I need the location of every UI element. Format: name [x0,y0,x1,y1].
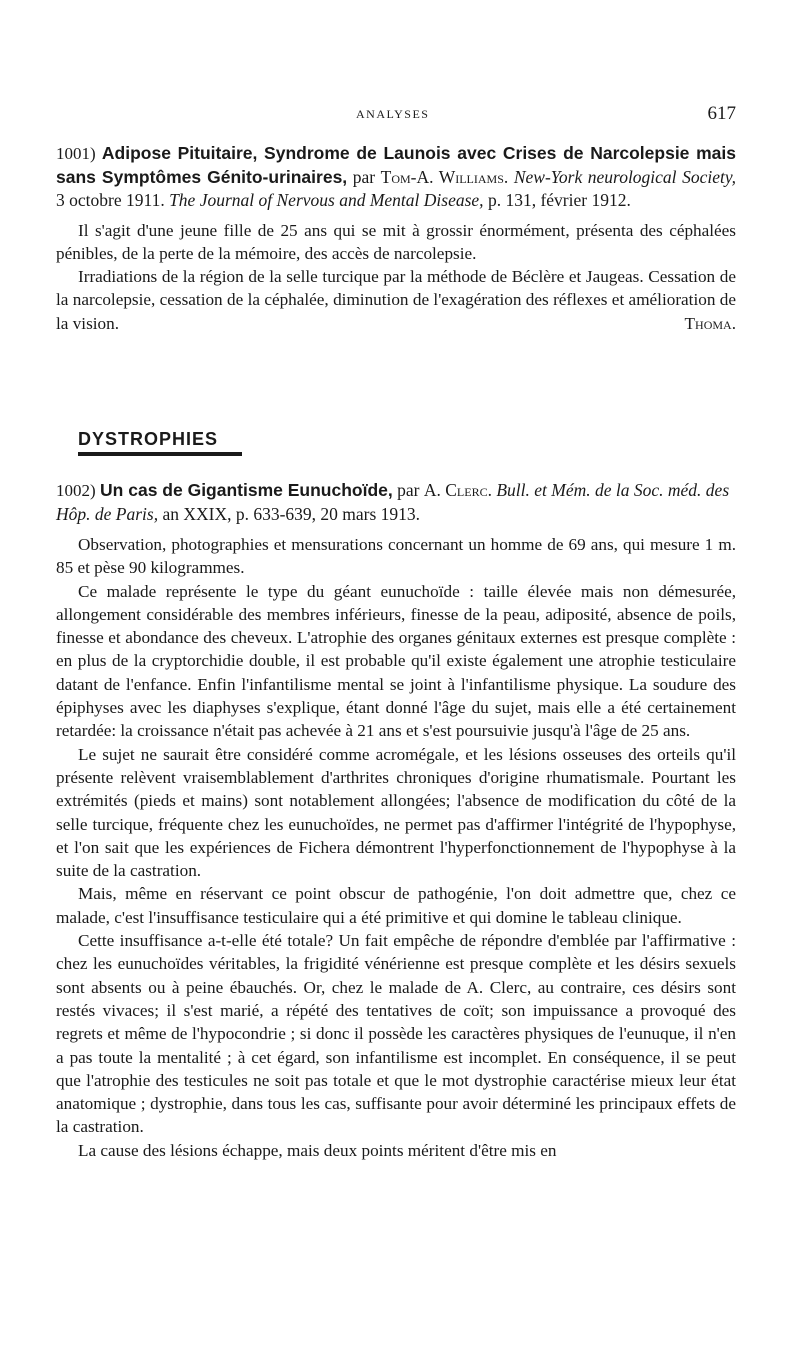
paragraph-text: Irradiations de la région de la selle turcique par la méthode de Béclère et Jaugeas. Cessation de la narcolepsie, cessation de la céphalée, diminution de l'exagération des réflexes et amélioration de la vision. [56,267,736,333]
abstract-1002-paragraph-2: Ce malade représente le type du géant eunuchoïde : taille élevée mais non démesurée, allongement considérable des membres inférieurs, finesse de la peau, adiposité, absence de poils, finesse et abondance des cheveux. L'atrophie des organes génitaux externes est presque complète : en plus de la cryptorchidie double, il est probable qu'il existe également une atrophie testiculaire datant de l'enfance. Enfin l'infantilisme mental se joint à l'infantilisme physique. La soudure des épiphyses avec les diaphyses s'explique, étant donné l'âge du sujet, mais elle a été certainement retardée: la croissance n'était pas achevée à 21 ans et s'est poursuivie jusqu'à l'âge de 25 ans. [56,581,736,741]
abstract-date: 3 octobre 1911. [56,190,165,210]
running-head-title: ANALYSES [356,107,430,121]
par-word: par [397,480,420,500]
abstract-journal: Bull. et Mém. de la Soc. méd. des Hôp. de Paris, [56,480,730,524]
abstract-1002-paragraph-5: Cette insuffisance a-t-elle été totale? Un fait empêche de répondre d'emblée par l'affirmative : chez les eunuchoïdes véritables, la frigidité vénérienne est presque complète et les désirs sexuels sont absents ou à peine ébauchés. Or, chez le malade de A. Clerc, au contraire, ces désirs sont restés vivaces; il s'est marié, a répété des tentatives de coït; son impuissance a provoqué des regrets et même de l'hypocondrie ; si donc il possède les caractères physiques de l'eunuque, il n'en a pas toute la mentalité ; à cet égard, son infantilisme est incomplet. En conséquence, il se peut que l'atrophie des testicules ne soit pas totale et que le mot dystrophie caractérise mieux leur état anatomique ; dystrophie, dans tous les cas, suffisante pour avoir déterminé les principaux effets de la castration. [56,931,736,1137]
abstract-title: Adipose Pituitaire, Syndrome de Launois avec Crises de Narcolepsie mais sans Symptômes Génito-urinaires, [56,143,736,187]
abstract-source: New-York neurological Society, [513,166,737,187]
abstract-1001 [56,142,736,335]
section-heading: DYSTROPHIES [78,429,219,449]
abstract-pages: p. 131, février 1912. [487,190,631,210]
abstract-title: Un cas de Gigantisme Eunuchoïde, [100,480,393,500]
abstract-author: A. Clerc. [423,480,492,500]
abstract-details: an XXIX, p. 633-639, 20 mars 1913. [162,503,421,524]
abstract-1002-paragraph-3: Le sujet ne saurait être considéré comme acromégale, et les lésions osseuses des orteils qu'il présente relèvent vraisemblablement d'arthrites chroniques d'origine rhumatismale. Pourtant les extrémités (pieds et mains) sont notablement allongées; l'absence de modification du côté de la selle turcique, fréquente chez les eunuchoïdes, ne permet pas d'affirmer l'intégrité de l'hypophyse, et l'on sait que les expériences de Fichera démontrent l'hyperfonctionnement de l'hypophyse à la suite de la castration. [56,744,736,881]
abstract-1002-paragraph-6: La cause des lésions échappe, mais deux points méritent d'être mis en [78,1140,557,1160]
abstract-number: 1002) [56,481,96,500]
page-number: 617 [707,103,736,124]
running-head [56,103,736,127]
abstract-1001-heading [56,142,736,213]
par-word: par [352,166,376,187]
abstract-number: 1001) [56,144,96,163]
abstract-1002-paragraph-1: Observation, photographies et mensurations concernant un homme de 69 ans, qui mesure 1 m. 85 et pèse 90 kilogrammes. [56,535,736,578]
reviewer-signature: Thoma. [684,313,736,333]
abstract-author: Tom-A. Williams. [380,166,509,187]
abstract-1002-paragraph-4: Mais, même en réservant ce point obscur de pathogénie, l'on doit admettre que, chez ce malade, c'est l'insuffisance testiculaire qui a été primitive et qui domine le tableau clinique. [56,884,736,927]
abstract-1002-heading [56,479,736,526]
section-rule [78,452,242,456]
abstract-1001-paragraph-1: Il s'agit d'une jeune fille de 25 ans qui se mit à grossir énormément, présenta des céphalées pénibles, de la perte de la mémoire, des accès de narcolepsie. [56,220,736,263]
abstract-journal: The Journal of Nervous and Mental Disease, [169,190,484,210]
abstract-1001-paragraph-2 [56,265,736,335]
abstract-1002 [56,479,736,1162]
